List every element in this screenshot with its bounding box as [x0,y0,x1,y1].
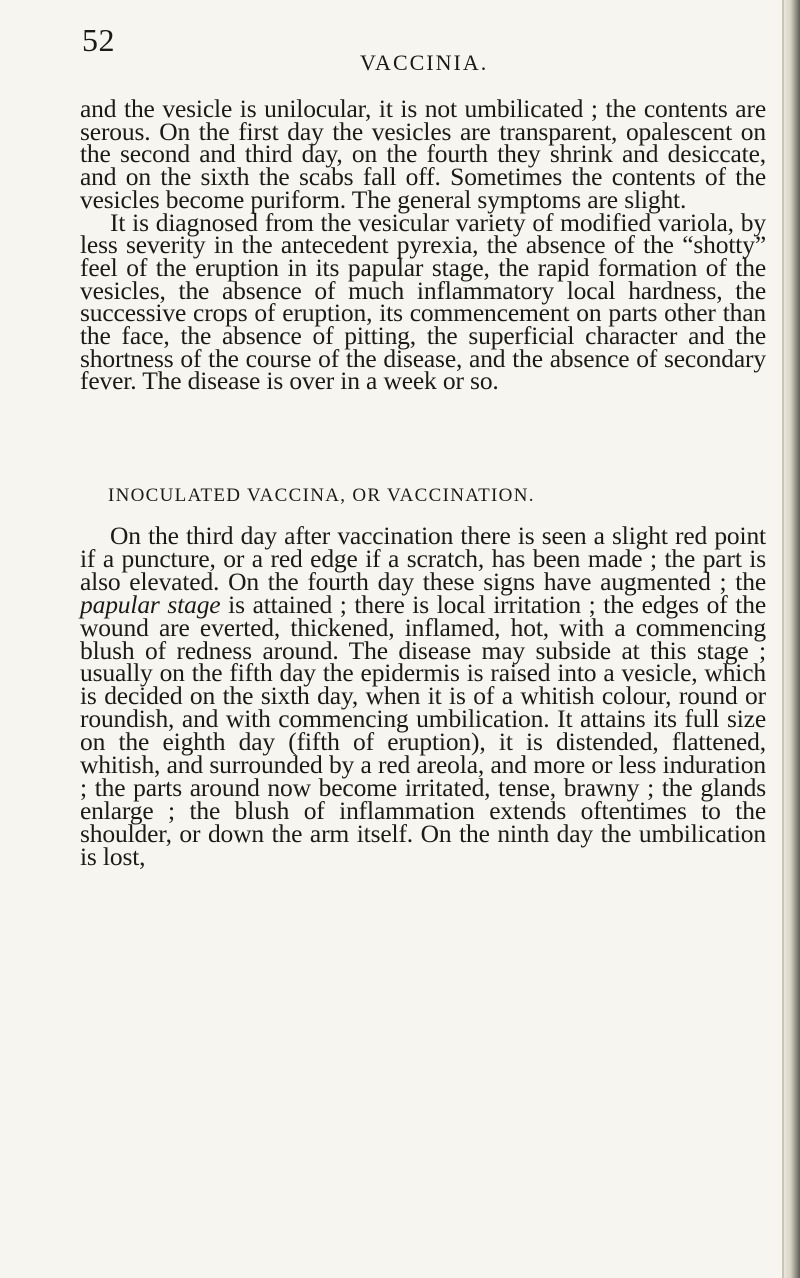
paragraph-3 [80,521,766,871]
body-text-top [80,94,766,396]
body-text-bottom [80,521,766,871]
paragraph-3-part-2: is attained ; there is local irritation ; the edges of the wound are everted, thickened, inflamed, hot, with a commencing blush of redness around. The disease may subside at this stage ; usually on the fifth day the epidermis is raised into a vesicle, which is decided on the sixth day, when it is of a whitish colour, round or roundish, and with commencing umbilication. It attains its full size on the eighth day (fifth of eruption), it is distended, flattened, whitish, and surrounded by a red areola, and more or less induration ; the parts around now become irritated, tense, brawny ; the glands enlarge ; the blush of inflammation extends oftentimes to the shoulder, or down the arm itself. On the ninth day the umbilication is lost, [80,589,766,871]
page-number: 52 [82,22,115,58]
paragraph-3-italic-term: papular stage [80,589,221,619]
paragraph-2: It is diagnosed from the vesicular variety of modified variola, by less severity in the antecedent pyrexia, the absence of the “shotty” feel of the eruption in its papular stage, the rapid formation of the vesicles, the absence of much inflammatory local hardness, the successive crops of eruption, its commencement on parts other than the face, the absence of pitting, the superficial character and the shortness of the course of the disease, and the absence of secondary fever. The disease is over in a week or so. [80,207,766,396]
running-head: VACCINIA. [360,50,489,75]
paragraph-3-part-1: On the third day after vaccination there is seen a slight red point if a puncture, or a red edge if a scratch, has been made ; the part is also elevated. On the fourth day these signs have augmented ; the [80,521,766,596]
book-spine [784,0,800,1278]
section-heading: INOCULATED VACCINA, OR VACCINATION. [108,485,535,506]
paragraph-1: and the vesicle is unilocular, it is not umbilicated ; the contents are serous. On the first day the vesicles are transparent, opalescent on the second and third day, on the fourth they shrink and desiccate, and on the sixth the scabs fall off. Sometimes the contents of the vesicles become puriform. The general symptoms are slight. [80,94,766,214]
